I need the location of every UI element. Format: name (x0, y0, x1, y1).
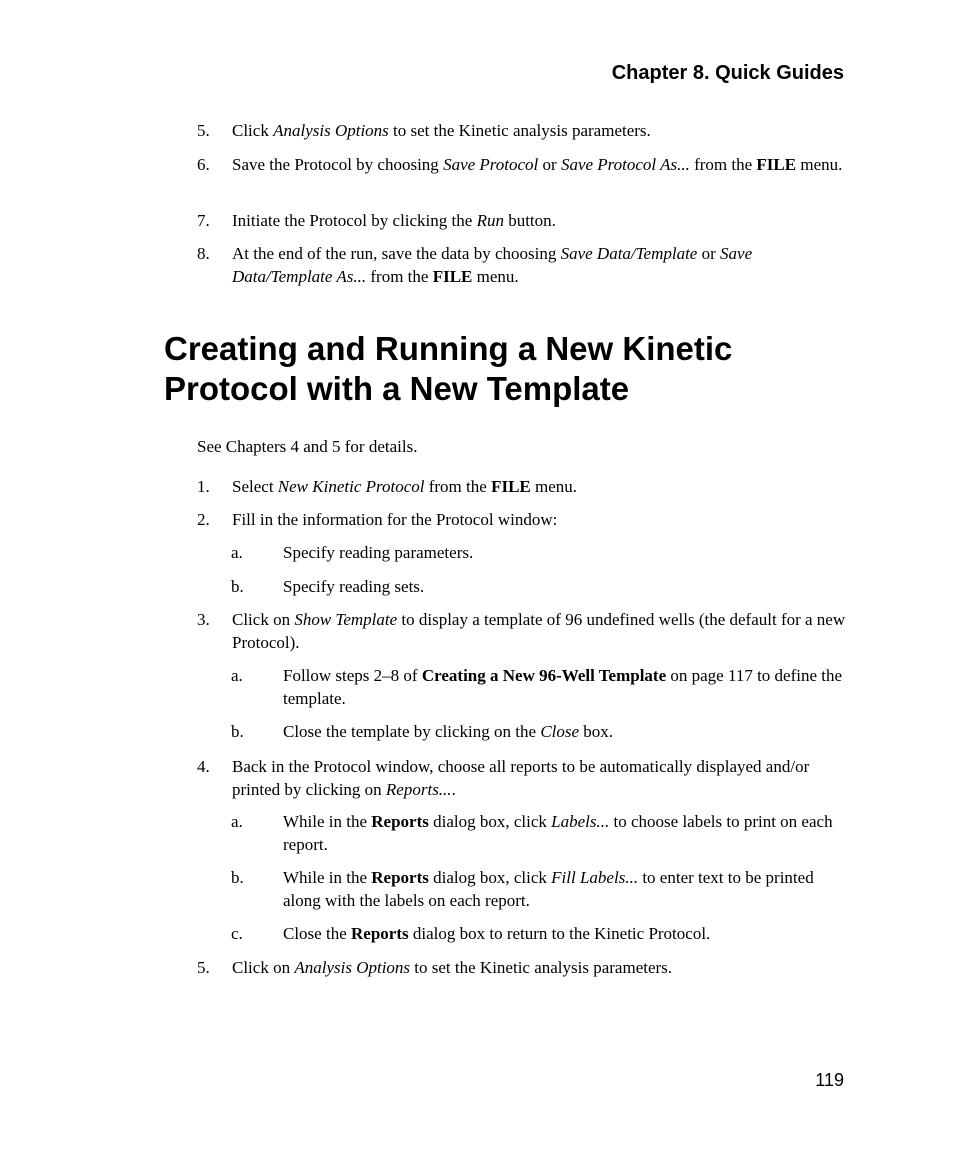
list-text (232, 508, 852, 531)
text-run: menu. (796, 155, 843, 174)
list-number: 4. (197, 757, 210, 776)
text-run: Fill in the information for the Protocol window: (232, 510, 558, 529)
list-text (232, 475, 852, 498)
list-number: 8. (197, 244, 210, 263)
section-title (164, 329, 864, 409)
italic-term: Show Template (294, 610, 398, 629)
bold-term: Creating a New 96-Well Template (421, 666, 667, 685)
chapter-header: Chapter 8. Quick Guides (611, 62, 844, 84)
list-text (232, 956, 852, 979)
text-run: While in the (283, 868, 372, 887)
text-run: from the (366, 267, 433, 286)
list-number: 5. (197, 958, 210, 977)
text-run: Initiate the Protocol by clicking the (232, 211, 477, 230)
text-run: Specify reading parameters. (283, 543, 474, 562)
italic-term: Fill Labels... (551, 868, 639, 887)
italic-term: Analysis Options (294, 958, 411, 977)
text-run: menu. (530, 477, 578, 496)
bold-term: Reports (371, 812, 429, 831)
text-run: While in the (283, 812, 372, 831)
text-run: menu. (472, 267, 519, 286)
text-run: Close the template by clicking on the (283, 722, 541, 741)
list-number: 1. (197, 477, 210, 496)
list-number: 2. (197, 510, 210, 529)
text-run: box. (579, 722, 614, 741)
sub-list-letter: a. (231, 543, 243, 562)
list-text (232, 755, 852, 801)
text-run: Click on (232, 610, 295, 629)
bold-term: Reports (371, 868, 429, 887)
section-title-line-2: Protocol with a New Template (164, 370, 630, 407)
sub-list-text (283, 664, 843, 710)
text-run: to enter text to be printed along with the labels on each report. (283, 868, 814, 910)
list-number: 5. (197, 121, 210, 140)
text-run: or (697, 244, 721, 263)
bold-term: FILE (756, 155, 797, 174)
text-run: from the (689, 155, 757, 174)
page-number: 119 (815, 1070, 844, 1090)
section-intro: See Chapters 4 and 5 for details. (197, 437, 418, 456)
text-run: from the (424, 477, 492, 496)
italic-term: New Kinetic Protocol (277, 477, 425, 496)
text-run: to display a template of 96 undefined wells (the default for a new Protocol). (232, 610, 846, 652)
text-run: Back in the Protocol window, choose all reports to be automatically displayed and/or printed by clicking on (232, 757, 810, 799)
list-text (232, 608, 852, 654)
list-number: 6. (197, 155, 210, 174)
sub-list-letter: b. (231, 722, 244, 741)
italic-term: Save Data/Template As... (232, 244, 753, 286)
text-run: Click (232, 121, 274, 140)
list-number: 7. (197, 211, 210, 230)
text-run: Select (232, 477, 278, 496)
text-run: dialog box, click (428, 812, 552, 831)
italic-term: Reports... (385, 780, 452, 799)
text-run: Specify reading sets. (283, 577, 425, 596)
sub-list-letter: c. (231, 924, 243, 943)
list-text (232, 153, 852, 176)
section-title-line-1: Creating and Running a New Kinetic (164, 330, 733, 367)
sub-list-text (283, 720, 843, 743)
text-run: on page 117 to define the template. (283, 666, 843, 708)
list-text (232, 209, 852, 232)
text-run: to choose labels to print on each report. (283, 812, 833, 854)
list-text (232, 242, 852, 288)
text-run: or (538, 155, 561, 174)
list-text (232, 119, 852, 142)
sub-list-text (283, 922, 843, 945)
bold-term: FILE (432, 267, 473, 286)
text-run: to set the Kinetic analysis parameters. (388, 121, 651, 140)
text-run: At the end of the run, save the data by choosing (232, 244, 561, 263)
italic-term: Analysis Options (273, 121, 389, 140)
text-run: to set the Kinetic analysis parameters. (410, 958, 673, 977)
text-run: dialog box, click (428, 868, 552, 887)
text-run: Click on (232, 958, 295, 977)
italic-term: Save Protocol As... (560, 155, 690, 174)
text-run: Close the (283, 924, 351, 943)
italic-term: Save Protocol (443, 155, 539, 174)
italic-term: Save Data/Template (560, 244, 698, 263)
bold-term: FILE (491, 477, 531, 496)
sub-list-letter: a. (231, 812, 243, 831)
list-number: 3. (197, 610, 210, 629)
sub-list-letter: a. (231, 666, 243, 685)
italic-term: Run (476, 211, 504, 230)
text-run: dialog box to return to the Kinetic Protocol. (408, 924, 711, 943)
sub-list-text (283, 810, 843, 856)
sub-list-text (283, 541, 843, 564)
sub-list-letter: b. (231, 868, 244, 887)
text-run: button. (503, 211, 556, 230)
text-run: . (451, 780, 456, 799)
italic-term: Close (540, 722, 580, 741)
sub-list-text (283, 575, 843, 598)
text-run: Save the Protocol by choosing (232, 155, 444, 174)
sub-list-text (283, 866, 843, 912)
bold-term: Reports (351, 924, 409, 943)
italic-term: Labels... (551, 812, 610, 831)
sub-list-letter: b. (231, 577, 244, 596)
text-run: Follow steps 2–8 of (283, 666, 422, 685)
